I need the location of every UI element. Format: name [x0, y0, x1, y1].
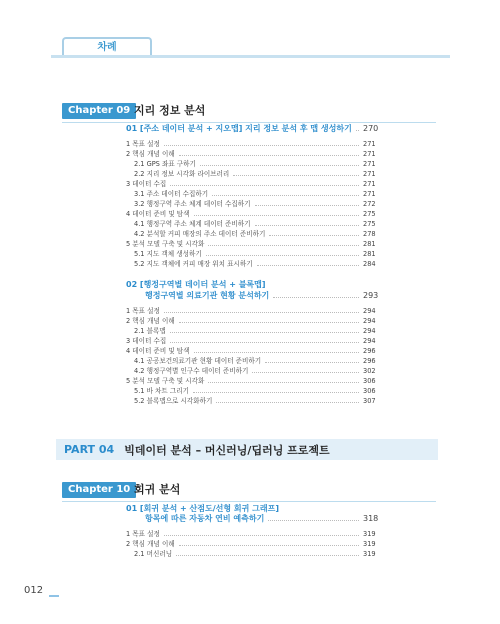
entry-page: 319	[363, 540, 376, 548]
entry-text: 1 목표 설정	[126, 530, 160, 538]
part-04-header	[56, 439, 438, 460]
leader-dots	[252, 372, 359, 373]
leader-dots	[233, 175, 359, 176]
toc-entry[interactable]	[126, 306, 375, 316]
chapter-09-label: Chapter 09	[62, 103, 136, 119]
entry-text: 2 핵심 개념 이해	[126, 540, 175, 548]
leader-dots	[164, 312, 359, 313]
entry-text: 4.1 행정구역 주소 체계 데이터 준비하기	[134, 220, 251, 228]
leader-dots	[216, 402, 359, 403]
toc-entry[interactable]	[126, 169, 375, 179]
leader-dots	[273, 297, 359, 298]
entry-page: 271	[363, 170, 376, 178]
page-number: 293	[363, 291, 379, 300]
toc-entry[interactable]	[126, 376, 375, 386]
toc-tab	[62, 37, 152, 57]
toc-entry[interactable]	[126, 356, 375, 366]
entry-text: 5 분석 모델 구축 및 시각화	[126, 377, 205, 385]
leader-dots	[255, 225, 359, 226]
toc-entry[interactable]	[126, 326, 375, 336]
entry-page: 296	[363, 347, 376, 355]
leader-dots	[164, 535, 359, 536]
entry-page: 294	[363, 307, 376, 315]
leader-dots	[170, 185, 359, 186]
leader-dots	[208, 382, 359, 383]
entry-text: 4 데이터 준비 및 탐색	[126, 210, 190, 218]
leader-dots	[170, 332, 359, 333]
toc-entry[interactable]	[126, 249, 375, 259]
toc-entry[interactable]	[126, 209, 375, 219]
entry-page: 306	[363, 387, 376, 395]
entry-page: 281	[363, 250, 376, 258]
entry-text: 1 목표 설정	[126, 140, 160, 148]
toc-entry[interactable]	[126, 346, 375, 356]
toc-tab-label: 차례	[97, 42, 117, 53]
toc-entry[interactable]	[126, 229, 375, 239]
entry-page: 302	[363, 367, 376, 375]
leader-dots	[208, 245, 359, 246]
leader-dots	[255, 205, 359, 206]
entry-page: 294	[363, 317, 376, 325]
entry-page: 284	[363, 260, 376, 268]
toc-entry[interactable]	[126, 189, 375, 199]
leader-dots	[179, 155, 359, 156]
entry-text: 3.1 주소 데이터 수집하기	[134, 190, 209, 198]
toc-entry[interactable]	[126, 386, 375, 396]
leader-dots	[257, 265, 359, 266]
entry-page: 271	[363, 140, 376, 148]
entry-text: 4.2 분석할 커피 매장의 주소 데이터 준비하기	[134, 230, 266, 238]
entry-text: 2.1 블록맵	[134, 327, 166, 335]
entry-text: 1 목표 설정	[126, 307, 160, 315]
section-heading[interactable]	[126, 124, 379, 134]
leader-dots	[200, 165, 359, 166]
toc-entry[interactable]	[126, 259, 375, 269]
toc-entry[interactable]	[126, 159, 375, 169]
entry-text: 2 핵심 개념 이해	[126, 317, 175, 325]
entry-page: 319	[363, 530, 376, 538]
part-04-label: PART 04	[64, 443, 115, 456]
entry-page: 319	[363, 550, 376, 558]
entry-page: 294	[363, 337, 376, 345]
toc-entry[interactable]	[126, 199, 375, 209]
leader-dots	[194, 352, 359, 353]
leader-dots	[268, 520, 359, 521]
part-04-title: 빅데이터 분석 – 머신러닝/딥러닝 프로젝트	[124, 443, 330, 457]
toc-entry[interactable]	[126, 316, 375, 326]
entry-text: 4.1 공공보건의료기관 현황 데이터 준비하기	[134, 357, 262, 365]
toc-entry[interactable]	[126, 549, 375, 559]
leader-dots	[179, 545, 359, 546]
entry-text: 2 핵심 개념 이해	[126, 150, 175, 158]
entry-page: 271	[363, 180, 376, 188]
chapter-10-title: 회귀 분석	[134, 483, 181, 496]
section-title: 01 [주소 데이터 분석 + 지오맵] 지리 정보 분석 후 맵 생성하기	[126, 124, 352, 133]
entry-page: 306	[363, 377, 376, 385]
toc-entry[interactable]	[126, 219, 375, 229]
entry-text: 3 데이터 수집	[126, 180, 167, 188]
chapter-09-rule	[62, 122, 436, 123]
entry-text: 2.2 지리 정보 시각화 라이브러리	[134, 170, 230, 178]
toc-entry[interactable]	[126, 336, 375, 346]
leader-dots	[176, 555, 359, 556]
entry-page: 278	[363, 230, 376, 238]
toc-entry[interactable]	[126, 139, 375, 149]
entry-text: 5.2 지도 객체에 커피 매장 위치 표시하기	[134, 260, 253, 268]
leader-dots	[206, 255, 359, 256]
toc-entry[interactable]	[126, 179, 375, 189]
entry-text: 4.2 행정구역별 인구수 데이터 준비하기	[134, 367, 249, 375]
leader-dots	[194, 215, 359, 216]
chapter-10-label: Chapter 10	[62, 482, 136, 498]
leader-dots	[179, 322, 359, 323]
section-heading[interactable]	[126, 514, 379, 524]
leader-dots	[265, 362, 359, 363]
entry-page: 275	[363, 220, 376, 228]
entry-page: 296	[363, 357, 376, 365]
page-number: 318	[363, 514, 379, 523]
chapter-09-header	[62, 103, 436, 119]
leader-dots	[193, 392, 359, 393]
leader-dots	[164, 145, 359, 146]
section-heading[interactable]	[126, 291, 379, 301]
toc-entry[interactable]	[126, 366, 375, 376]
entry-page: 294	[363, 327, 376, 335]
entry-page: 271	[363, 190, 376, 198]
leader-dots	[170, 342, 359, 343]
entry-page: 271	[363, 160, 376, 168]
entry-text: 3.2 행정구역 주소 체계 데이터 수집하기	[134, 200, 251, 208]
entry-text: 5.1 바 차트 그리기	[134, 387, 189, 395]
section-heading-line1[interactable]: 01 [회귀 분석 + 산점도/선형 회귀 그래프]	[126, 504, 279, 513]
entry-text: 4 데이터 준비 및 탐색	[126, 347, 190, 355]
leader-dots	[356, 130, 359, 131]
leader-dots	[212, 195, 359, 196]
entry-page: 275	[363, 210, 376, 218]
toc-entry[interactable]	[126, 529, 375, 539]
section-title: 행정구역별 의료기관 현황 분석하기	[145, 291, 270, 300]
toc-entry[interactable]	[126, 239, 375, 249]
page-number-accent	[49, 595, 59, 597]
entry-text: 5.2 블록맵으로 시각화하기	[134, 397, 213, 405]
leader-dots	[269, 235, 359, 236]
page-number-footer: 012	[24, 585, 44, 596]
chapter-10-rule	[62, 501, 436, 502]
section-title: 항목에 따른 자동차 연비 예측하기	[145, 514, 265, 523]
entry-text: 2.1 머신러닝	[134, 550, 173, 558]
chapter-10-header	[62, 482, 436, 498]
entry-page: 271	[363, 150, 376, 158]
chapter-09-title: 지리 정보 분석	[134, 104, 206, 117]
entry-page: 307	[363, 397, 376, 405]
toc-entry[interactable]	[126, 539, 375, 549]
section-heading-line1[interactable]: 02 [행정구역별 데이터 분석 + 블록맵]	[126, 280, 266, 289]
page-number: 270	[363, 124, 379, 133]
entry-page: 281	[363, 240, 376, 248]
toc-entry[interactable]	[126, 396, 375, 406]
entry-text: 2.1 GPS 좌표 구하기	[134, 160, 196, 168]
entry-text: 3 데이터 수집	[126, 337, 167, 345]
entry-page: 272	[363, 200, 376, 208]
entry-text: 5 분석 모델 구축 및 시각화	[126, 240, 205, 248]
entry-text: 5.1 지도 객체 생성하기	[134, 250, 202, 258]
toc-entry[interactable]	[126, 149, 375, 159]
header-rule	[51, 55, 450, 58]
